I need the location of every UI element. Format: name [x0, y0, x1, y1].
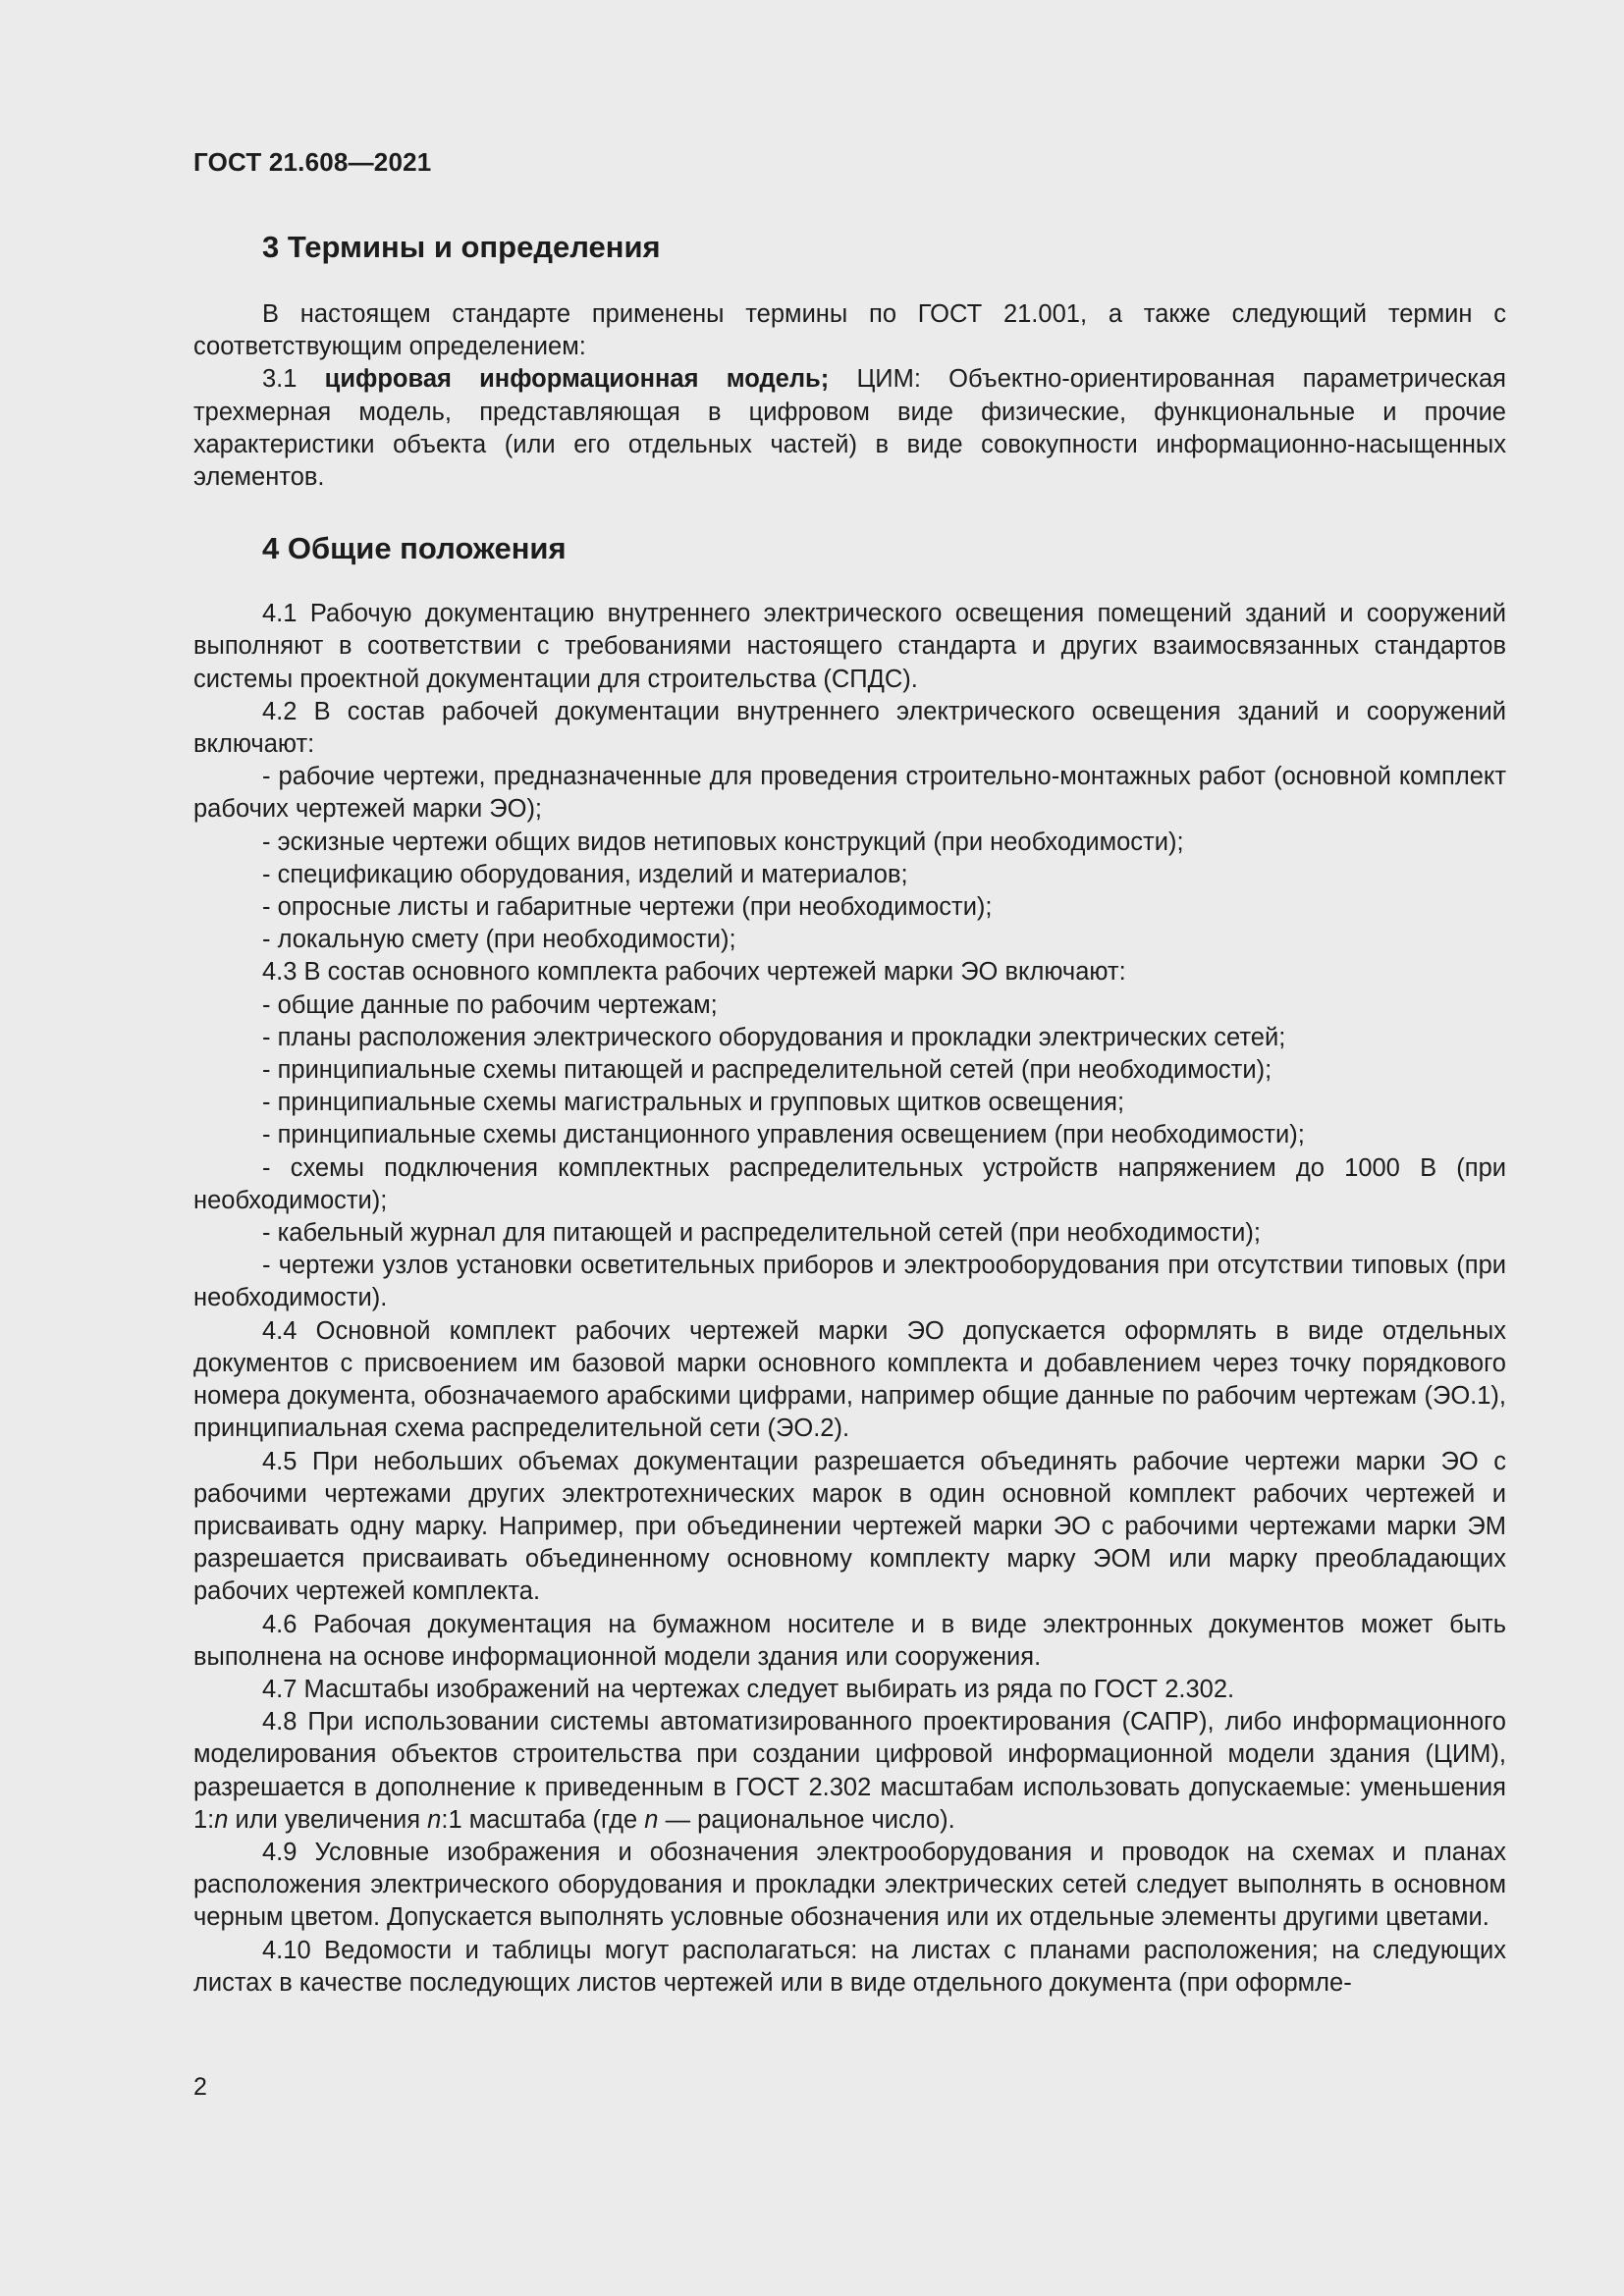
- list-item: - локальную смету (при необходимости);: [262, 926, 736, 954]
- paragraph-4-10: 4.10 Ведомости и таблицы могут располагаться: на листах с планами расположения; на следующих листах в качестве последующих листов чертежей или в виде отдельного документа (при оформле-: [193, 1936, 1506, 1997]
- term-number: 3.1: [262, 365, 325, 394]
- paragraph-4-5: 4.5 При небольших объемах документации разрешается объединять рабочие чертежи марки ЭО с рабочими чертежами других электротехнических марок в один основной комплект рабочих чертежей и присваивать одну марку. Например, при объединении чертежей марки ЭО с рабочими чертежами марки ЭМ разрешается присваивать объединенному основному комплекту марку ЭОМ или марку преобладающих рабочих чертежей комплекта.: [193, 1447, 1506, 1606]
- list-item: - схемы подключения комплектных распределительных устройств напряжением до 1000 В (при необходимости);: [193, 1153, 1506, 1214]
- term-3-1: [193, 363, 1506, 494]
- list-item: - принципиальные схемы дистанционного управления освещением (при необходимости);: [262, 1121, 1305, 1149]
- paragraph-4-8: [193, 1706, 1506, 1837]
- p48-variable-n: n: [214, 1805, 229, 1834]
- list-item: - опросные листы и габаритные чертежи (при необходимости);: [262, 893, 993, 922]
- list-item: - принципиальные схемы магистральных и групповых щитков освещения;: [262, 1089, 1125, 1117]
- list-item: - чертежи узлов установки осветительных приборов и электрооборудования при отсутствии типовых (при необходимости).: [193, 1252, 1506, 1312]
- section-4-title: 4 Общие положения: [262, 531, 567, 566]
- section-3-intro: В настоящем стандарте применены термины по ГОСТ 21.001, а также следующий термин с соответствующим определением:: [193, 300, 1506, 361]
- list-item: - спецификацию оборудования, изделий и материалов;: [262, 860, 908, 888]
- p48-variable-n: n: [644, 1805, 659, 1834]
- paragraph-4-7: 4.7 Масштабы изображений на чертежах следует выбирать из ряда по ГОСТ 2.302.: [262, 1675, 1235, 1703]
- p48-text: 4.8 При использовании системы автоматизированного проектирования (САПР), либо информационного моделирования объектов строительства при создании цифровой информационной модели здания (ЦИМ), разрешается в дополнение к приведенным в ГОСТ 2.302 масштабам использовать допускаемые: уменьшения 1:: [193, 1708, 1506, 1834]
- section-3-title: 3 Термины и определения: [262, 230, 661, 264]
- term-definition: ЦИМ: Объектно-ориентированная параметрическая трехмерная модель, представляющая в цифровом виде физические, функциональные и прочие характеристики объекта (или его отдельных частей) в виде совокупности информационно-насыщенных элементов.: [193, 365, 1506, 492]
- list-item: - планы расположения электрического оборудования и прокладки электрических сетей;: [262, 1023, 1286, 1051]
- paragraph-4-2: 4.2 В состав рабочей документации внутреннего электрического освещения зданий и сооружений включают:: [193, 697, 1506, 759]
- list-item: - эскизные чертежи общих видов нетиповых конструкций (при необходимости);: [262, 828, 1184, 856]
- paragraph-4-3: 4.3 В состав основного комплекта рабочих чертежей марки ЭО включают:: [262, 958, 1126, 987]
- paragraph-4-1: 4.1 Рабочую документацию внутреннего электрического освещения помещений зданий и сооружений выполняют в соответствии с требованиями настоящего стандарта и других взаимосвязанных стандартов системы проектной документации для строительства (СПДС).: [193, 600, 1506, 693]
- list-item: - рабочие чертежи, предназначенные для проведения строительно-монтажных работ (основной комплект рабочих чертежей марки ЭО);: [193, 763, 1506, 824]
- term-name: цифровая информационная модель;: [324, 365, 830, 394]
- list-item: - общие данные по рабочим чертежам;: [262, 990, 718, 1019]
- p48-text: :1 масштаба (где: [441, 1805, 645, 1834]
- paragraph-4-9: 4.9 Условные изображения и обозначения электрооборудования и проводок на схемах и планах расположения электрического оборудования и прокладки электрических сетей следует выполнять в основном черным цветом. Допускается выполнять условные обозначения или их отдельные элементы другими цветами.: [193, 1838, 1506, 1932]
- document-header-code: ГОСТ 21.608—2021: [193, 147, 432, 177]
- p48-text: — рациональное число).: [658, 1805, 955, 1834]
- paragraph-4-4: 4.4 Основной комплект рабочих чертежей марки ЭО допускается оформлять в виде отдельных документов с присвоением им базовой марки основного комплекта и добавлением через точку порядкового номера документа, обозначаемого арабскими цифрами, например общие данные по рабочим чертежам (ЭО.1), принципиальная схема распределительной сети (ЭО.2).: [193, 1316, 1506, 1443]
- list-item: - принципиальные схемы питающей и распределительной сетей (при необходимости);: [262, 1056, 1272, 1085]
- page-content: [193, 228, 1506, 2000]
- paragraph-4-6: 4.6 Рабочая документация на бумажном носителе и в виде электронных документов может быть выполнена на основе информационной модели здания или сооружения.: [193, 1610, 1506, 1671]
- p48-text: или увеличения: [228, 1805, 428, 1834]
- list-item: - кабельный журнал для питающей и распределительной сетей (при необходимости);: [262, 1219, 1261, 1248]
- page-number: 2: [193, 2073, 207, 2101]
- p48-variable-n: n: [427, 1805, 442, 1834]
